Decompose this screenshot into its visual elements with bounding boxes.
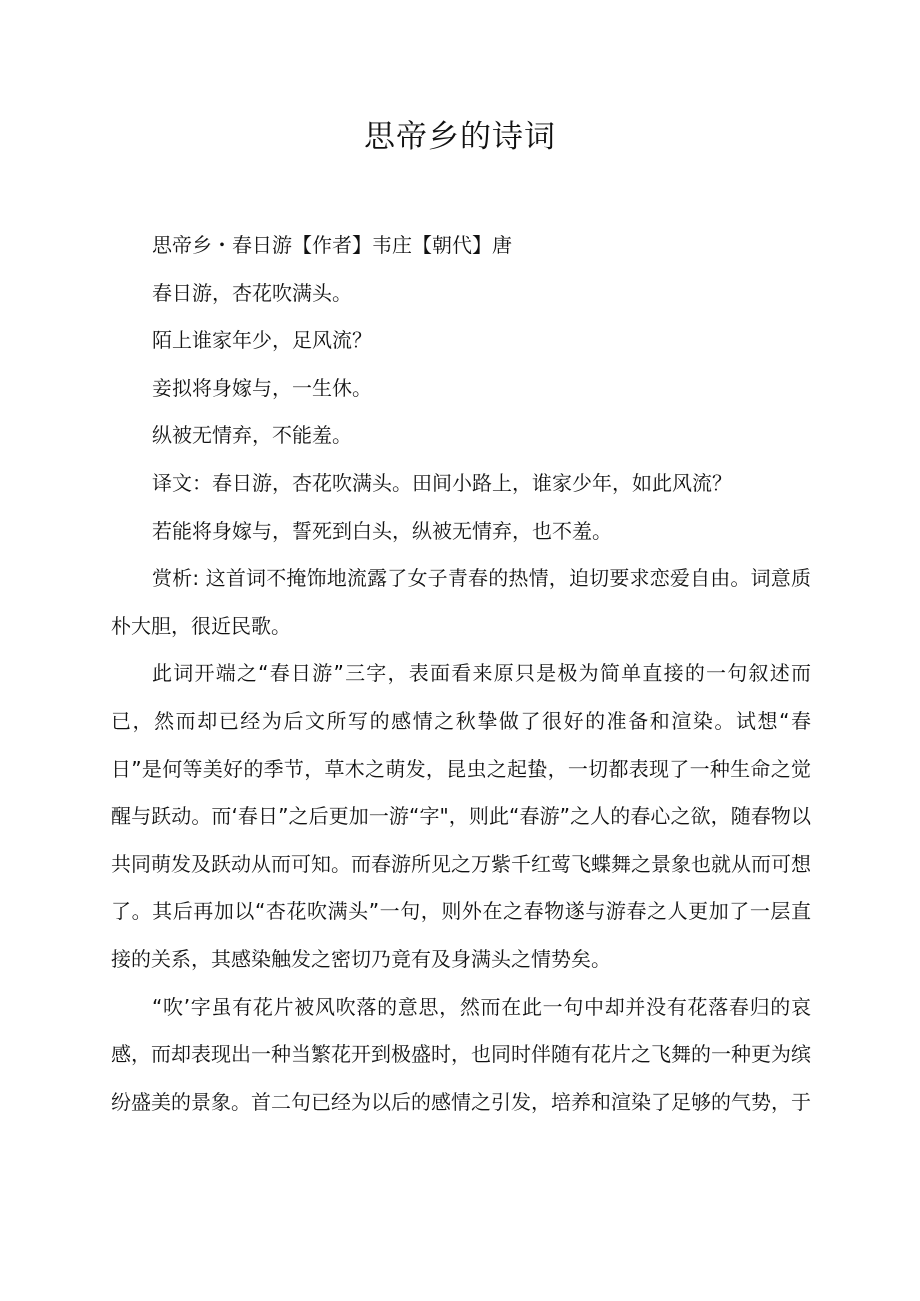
poem-line: 陌上谁家年少，足风流？ [152, 328, 372, 353]
appreciation-paragraph: 赏析: 这首词不掩饰地流露了女子青春的热情，迫切要求恋爱自由。词意质朴大胆，很近民歌。 [111, 566, 811, 638]
analysis-paragraph: 此词开端之“春日游”三字，表面看来原只是极为简单直接的一句叙述而已，然而却已经为后文所写的感情之秋挚做了很好的准备和渲染。试想“春日”是何等美好的季节，草木之萌发，昆虫之起蛰，一切都表现了一种生命之觉醒与跃动。而‘春日”之后更加一游“字"，则此“春游”之人的春心之欲，随春物以共同萌发及跃动从而可知。而春游所见之万紫千红莺飞蝶舞之景象也就从而可想了。其后再加以“杏花吹满头”一句，则外在之春物遂与游春之人更加了一层直接的关系，其感染触发之密切乃竟有及身满头之情势矣。 [111, 661, 811, 971]
poem-line: 纵被无情弃，不能羞。 [152, 423, 352, 448]
translation-line: 若能将身嫁与，誓死到白头，纵被无情弃，也不羞。 [152, 518, 612, 543]
document-title: 思帝乡的诗词 [364, 119, 556, 155]
poem-line: 妾拟将身嫁与，一生休。 [152, 375, 372, 400]
analysis-paragraph: “吹’字虽有花片被风吹落的意思，然而在此一句中却并没有花落春归的哀感，而却表现出一种当繁花开到极盛时，也同时伴随有花片之飞舞的一种更为缤纷盛美的景象。首二句已经为以后的感情之引发，培养和渲染了足够的气势，于 [111, 994, 811, 1114]
document-body [111, 222, 811, 1126]
translation-line: 译文：春日游，杏花吹满头。田间小路上，谁家少年，如此风流？ [152, 470, 732, 495]
poem-line: 春日游，杏花吹满头。 [152, 280, 352, 305]
poem-header-line: 思帝乡・春日游【作者】韦庄【朝代】唐 [152, 233, 512, 257]
